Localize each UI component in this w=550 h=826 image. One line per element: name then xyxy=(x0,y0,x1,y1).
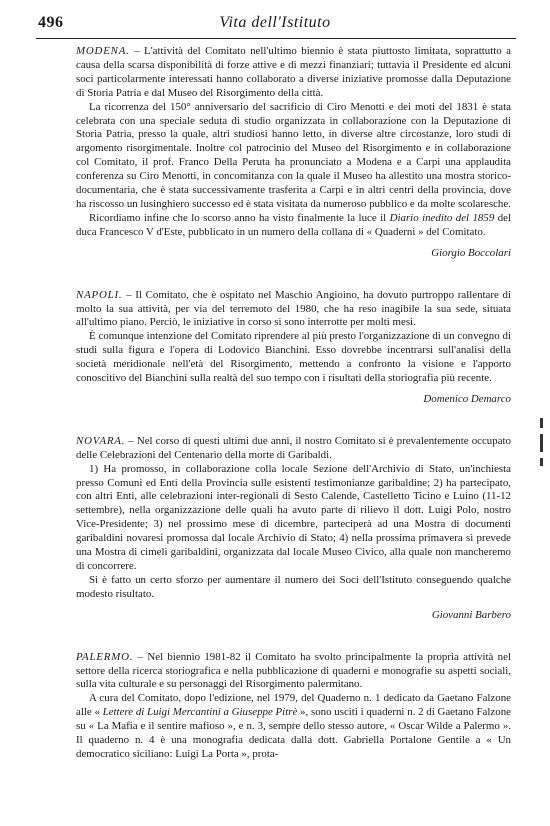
section-modena xyxy=(76,45,511,261)
paragraph-text: del duca Francesco V d'Este, pubblicato in un numero della collana di « Quaderni » del Comitato. xyxy=(76,211,512,238)
paragraph-text: A cura del Comitato, dopo l'edizione, nel 1979, del Quaderno n. 1 dedicato da Gaetano Falzone alle « xyxy=(76,692,511,719)
section-city-title: MODENA. xyxy=(76,45,130,57)
running-title: Vita dell'Istituto xyxy=(219,14,331,31)
paragraph-text: », sono usciti i quaderni n. 2 di Gaetano Falzone su « La Mafia e il sentire mafioso », e n. 3, sempre dello stesso autore, « Oscar Wilde a Palermo ». Il quaderno n. 4 è una monografia dedicata dalla dott. Gabriella Portalone Gentile a « Un democratico siciliano: Luigi La Porta », prota- xyxy=(76,706,511,760)
page-content xyxy=(76,45,511,762)
paragraph xyxy=(76,212,511,240)
section-city-title: NOVARA. xyxy=(76,434,126,447)
book-title: Lettere di Luigi Mercantini a Giuseppe Pitrè xyxy=(102,706,298,719)
paragraph xyxy=(76,651,511,693)
page-header xyxy=(0,0,550,40)
margin-scan-mark xyxy=(540,418,544,498)
section-city-title: PALERMO. xyxy=(76,650,134,663)
author-signature: Giorgio Boccolari xyxy=(431,246,511,259)
paragraph xyxy=(76,692,511,762)
paragraph xyxy=(76,289,511,331)
paragraph: La ricorrenza del 150° anniversario del sacrificio di Ciro Menotti e dei moti del 1831 è stata celebrata con una speciale seduta di studio organizzata in collaborazione con la Deputazione di Storia Patria, presso la quale, altri studiosi hanno letto, in diverse altre circostanze, loro studi di argomento risorgimentale. Inoltre col patrocinio del Museo del Risorgimento e in collaborazione col Comitato, il prof. Franco Della Peruta ha pronunciato a Modena e a Carpi una applaudita conferenza su Ciro Menotti, in concomitanza con la quale il Museo ha allestito una mostra storico-documentaria, che è stata successivamente trasferita a Carpi e in altri centri della provincia, dove ha riscosso un lusinghiero successo ed è stata visitata da numeroso pubblico e da molte scolaresche. xyxy=(76,100,511,210)
paragraph-text: – Nel biennio 1981-82 il Comitato ha svolto principalmente la propria attività nel settore della ricerca storiografica e nella pubblicazione di quaderni e monografie su aspetti sociali, sulla vita culturale e su personaggi del Risorgimento palermitano. xyxy=(76,650,511,691)
paragraph-text: – L'attività del Comitato nell'ultimo biennio è stata piuttosto limitata, soprattutto a causa della scarsa disponibilità di forze attive e di mezzi finanziari; tuttavia il Presidente ed alcuni soci particolarmente interessati hanno collaborato a diverse iniziative promosse dalla Deputazione di Storia Patria e dal Museo del Risorgimento della città. xyxy=(76,45,511,99)
section-napoli xyxy=(76,289,511,407)
paragraph-text: Ricordiamo infine che lo scorso anno ha visto finalmente la luce il xyxy=(89,211,390,224)
page-number: 496 xyxy=(38,14,64,31)
paragraph: Si è fatto un certo sforzo per aumentare il numero dei Soci dell'Istituto conseguendo qualche modesto risultato. xyxy=(76,573,511,600)
section-novara xyxy=(76,435,511,623)
paragraph-text: – Nel corso di questi ultimi due anni, il nostro Comitato si è prevalentemente occupato delle Celebrazioni del Centenario della morte di Garibaldi. xyxy=(76,434,511,461)
paragraph: 1) Ha promosso, in collaborazione colla locale Sezione dell'Archivio di Stato, un'inchiesta presso Comuni ed Enti della Provincia sulle esistenti testimonianze garibaldine; 2) ha partecipato, con altri Enti, alle celebrazioni inter-regionali di Sesto Calende, Castelletto Ticino e Luino (11-12 settembre), nella organizzazione delle quali ha avuto parte di rilievo il dott. Luigi Polo, nostro Vice-Presidente; 3) nel prossimo mese di dicembre, parteciperà ad una Mostra di documenti garibaldini novaresi promossa dal locale Archivio di Stato; 4) nella prossima primavera si prevede una Mostra di cimeli garibaldini, organizzata dal locale Museo Civico, alla quale non mancheremo di concorrere. xyxy=(76,462,511,572)
book-title: Diario inedito del 1859 xyxy=(389,211,495,224)
section-city-title: NAPOLI. xyxy=(76,288,123,301)
author-signature: Giovanni Barbero xyxy=(431,608,511,621)
author-signature: Domenico Demarco xyxy=(423,392,511,405)
section-palermo xyxy=(76,651,511,762)
paragraph: È comunque intenzione del Comitato riprendere al più presto l'organizzazione di un convegno di studi sulla figura e l'opera di Lodovico Bianchini. Esso dovrebbe incentrarsi sull'analisi della società meridionale nell'età del Risorgimento, mettendo a confronto la visione e l'apporto conoscitivo del Bianchini sulla realtà del suo tempo con i risultati della storiografia più recente. xyxy=(76,330,511,385)
paragraph xyxy=(76,45,511,101)
paragraph xyxy=(76,435,511,463)
header-rule xyxy=(36,38,516,39)
paragraph-text: – Il Comitato, che è ospitato nel Maschio Angioino, ha dovuto purtroppo rallentare di molto la sua attività, per via del terremoto del 1980, che ha reso inagibile la sua sede, situata all'ultimo piano. Perciò, le iniziative in corso si sono interrotte per molti mesi. xyxy=(76,288,511,329)
